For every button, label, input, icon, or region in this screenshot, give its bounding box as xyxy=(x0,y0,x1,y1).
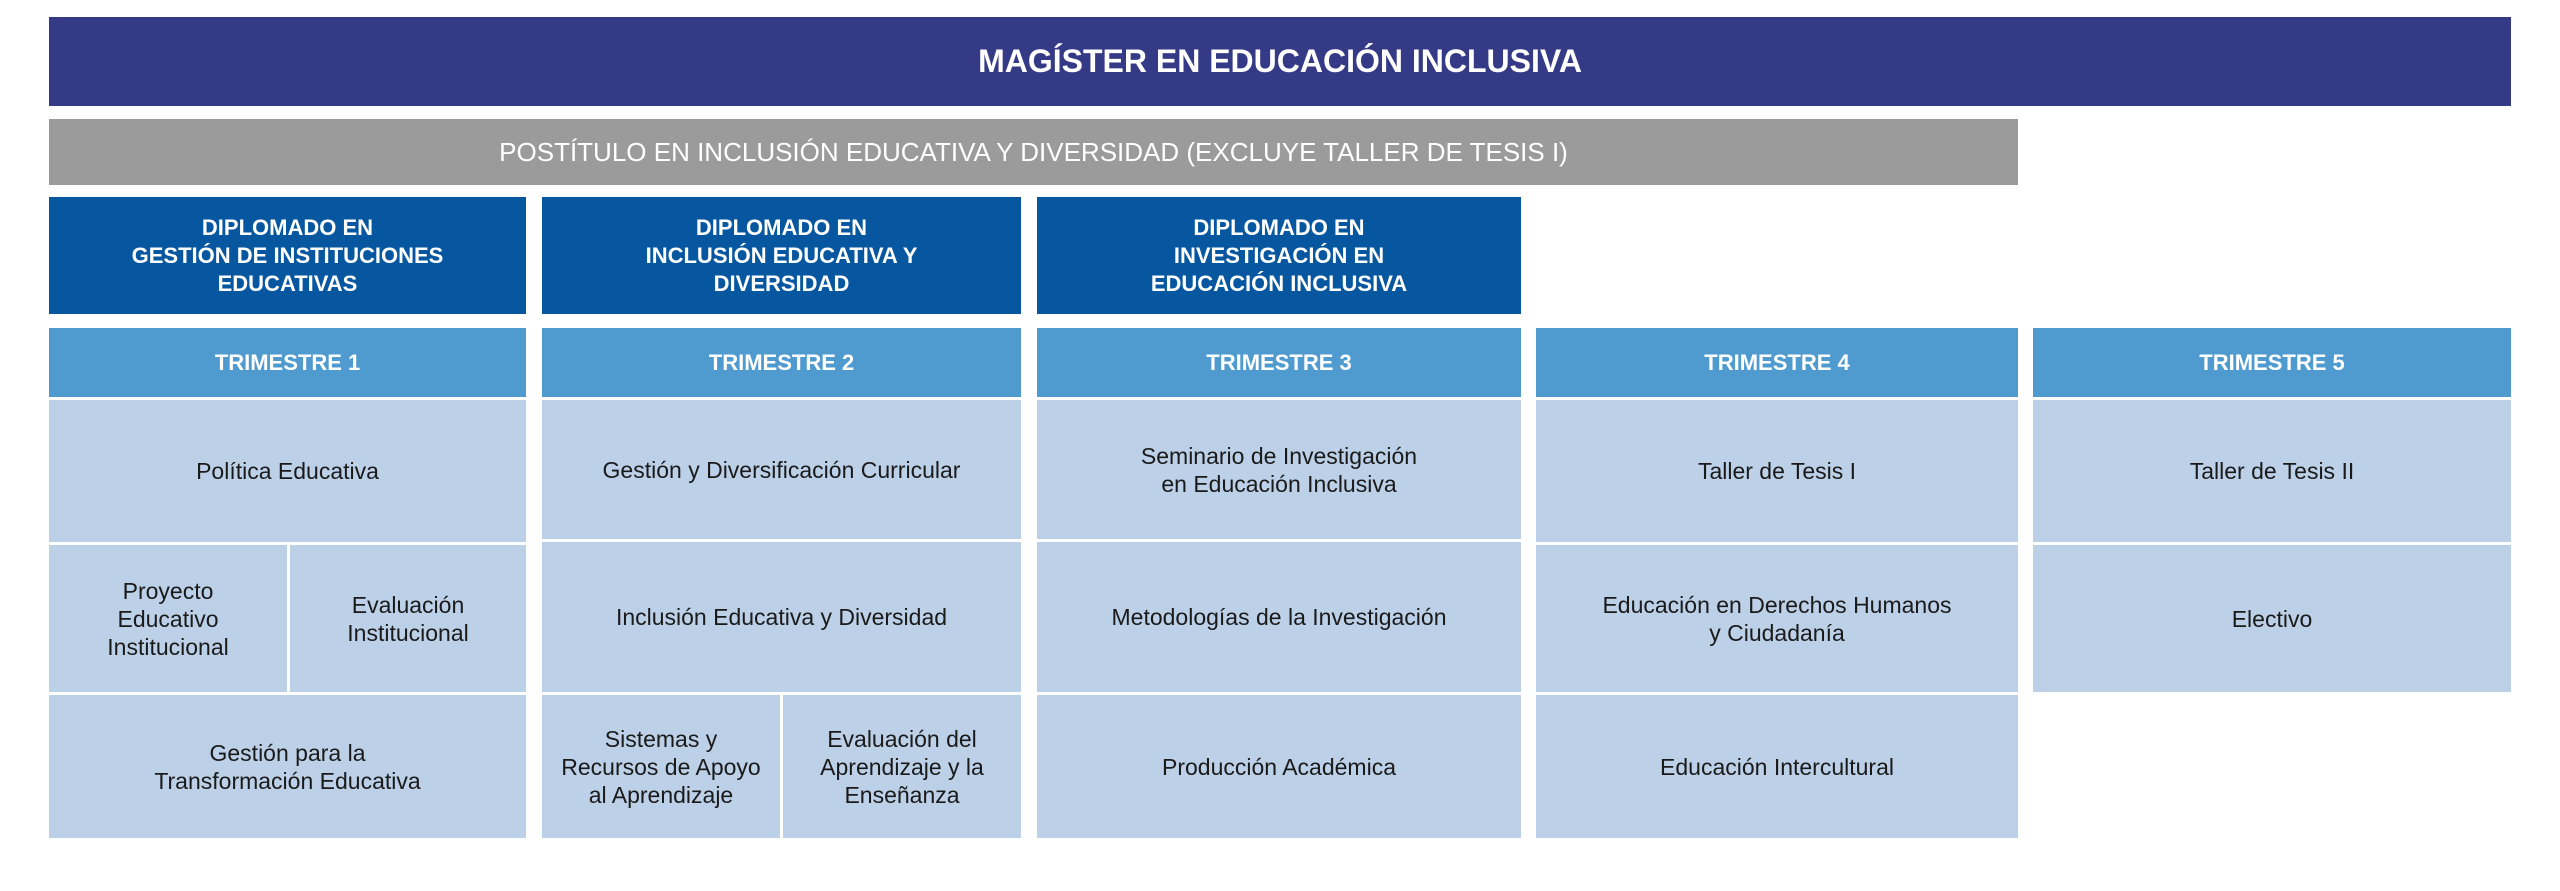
course-proyecto-educativo: Proyecto Educativo Institucional xyxy=(49,545,287,692)
course-politica-educativa: Política Educativa xyxy=(49,400,526,542)
course-gestion-transformacion: Gestión para la Transformación Educativa xyxy=(49,695,526,838)
trimestre-4-header: TRIMESTRE 4 xyxy=(1536,328,2018,397)
diplomado-investigacion: DIPLOMADO EN INVESTIGACIÓN EN EDUCACIÓN INCLUSIVA xyxy=(1037,197,1521,314)
program-title: MAGÍSTER EN EDUCACIÓN INCLUSIVA xyxy=(49,17,2511,106)
course-inclusion-diversidad: Inclusión Educativa y Diversidad xyxy=(542,542,1021,692)
course-evaluacion-aprendizaje: Evaluación del Aprendizaje y la Enseñanza xyxy=(783,695,1021,838)
postitulo-banner: POSTÍTULO EN INCLUSIÓN EDUCATIVA Y DIVERSIDAD (EXCLUYE TALLER DE TESIS I) xyxy=(49,119,2018,185)
trimestre-3-header: TRIMESTRE 3 xyxy=(1037,328,1521,397)
course-taller-tesis-1: Taller de Tesis I xyxy=(1536,400,2018,542)
course-evaluacion-institucional: Evaluación Institucional xyxy=(290,545,526,692)
trimestre-5-header: TRIMESTRE 5 xyxy=(2033,328,2511,397)
course-sistemas-recursos: Sistemas y Recursos de Apoyo al Aprendizaje xyxy=(542,695,780,838)
course-taller-tesis-2: Taller de Tesis II xyxy=(2033,400,2511,542)
course-seminario-investigacion: Seminario de Investigación en Educación Inclusiva xyxy=(1037,400,1521,539)
course-gestion-diversificacion: Gestión y Diversificación Curricular xyxy=(542,400,1021,539)
diplomado-inclusion: DIPLOMADO EN INCLUSIÓN EDUCATIVA Y DIVERSIDAD xyxy=(542,197,1021,314)
trimestre-1-header: TRIMESTRE 1 xyxy=(49,328,526,397)
course-educacion-intercultural: Educación Intercultural xyxy=(1536,695,2018,838)
course-produccion-academica: Producción Académica xyxy=(1037,695,1521,838)
course-electivo: Electivo xyxy=(2033,545,2511,692)
course-metodologias: Metodologías de la Investigación xyxy=(1037,542,1521,692)
diplomado-gestion: DIPLOMADO EN GESTIÓN DE INSTITUCIONES EDUCATIVAS xyxy=(49,197,526,314)
trimestre-2-header: TRIMESTRE 2 xyxy=(542,328,1021,397)
course-derechos-humanos: Educación en Derechos Humanos y Ciudadanía xyxy=(1536,545,2018,692)
